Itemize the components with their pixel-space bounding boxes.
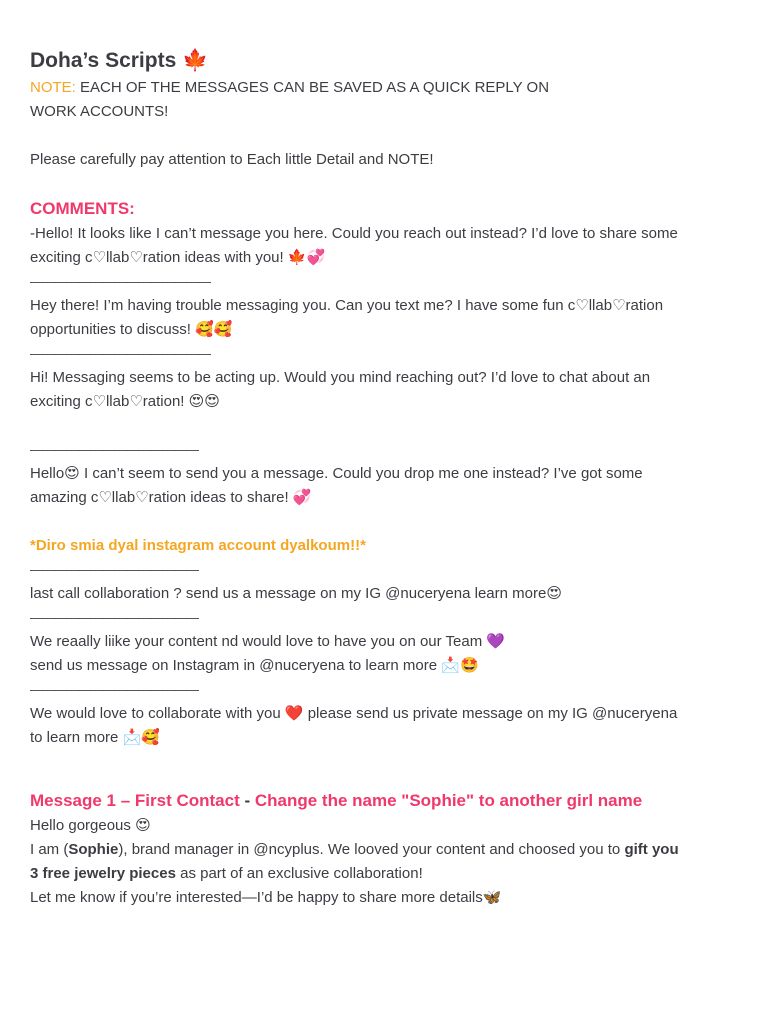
instruction-text: Please carefully pay attention to Each little Detail and NOTE! xyxy=(30,151,434,168)
comment-6-line-1: We reaally liike your content nd would love to have you on our Team 💜 xyxy=(30,633,506,650)
note-line-2: WORK ACCOUNTS! xyxy=(30,103,169,120)
orange-note: *Diro smia dyal instagram account dyalkoum!!* xyxy=(30,537,366,554)
comment-3-line-1: Hi! Messaging seems to be acting up. Would you mind reaching out? I’d love to chat about an xyxy=(30,369,651,386)
divider: —————————————— xyxy=(30,442,198,457)
text-segment: I am ( xyxy=(30,841,69,858)
divider: —————————————— xyxy=(30,682,198,697)
comment-4-line-2: amazing c♡llab♡ration ideas to share! 💞 xyxy=(30,489,312,506)
bold-segment: 3 free jewelry pieces xyxy=(30,865,176,882)
comment-3-line-2: exciting c♡llab♡ration! 😍😍 xyxy=(30,393,220,410)
comment-5: last call collaboration ? send us a message on my IG @nuceryena learn more😍 xyxy=(30,585,562,602)
document-title: Doha’s Scripts 🍁 xyxy=(30,49,209,72)
comments-heading: COMMENTS: xyxy=(30,199,135,218)
text-segment: ), brand manager in @ncyplus. We looved your content and choosed you to xyxy=(118,841,625,858)
placeholder-name: Sophie xyxy=(68,841,119,858)
comment-7-line-2: to learn more 📩🥰 xyxy=(30,729,160,746)
message-1-line-3 xyxy=(30,862,742,886)
comment-1-line-1: -Hello! It looks like I can’t message you here. Could you reach out instead? I’d love to share some xyxy=(30,225,678,242)
bold-segment: gift you xyxy=(624,841,679,858)
message-1-line-4: Let me know if you’re interested—I’d be happy to share more details🦋 xyxy=(30,889,502,906)
divider: ——————————————— xyxy=(30,274,210,289)
divider: —————————————— xyxy=(30,562,198,577)
note-text: EACH OF THE MESSAGES CAN BE SAVED AS A QUICK REPLY ON xyxy=(75,79,550,96)
comment-1-line-2: exciting c♡llab♡ration ideas with you! 🍁💞 xyxy=(30,249,326,266)
document-body xyxy=(30,46,742,910)
comment-6-line-2: send us message on Instagram in @nuceryena to learn more 📩🤩 xyxy=(30,657,479,674)
message-1-separator: - xyxy=(239,791,255,810)
message-1-heading xyxy=(30,788,742,814)
message-1-line-1: Hello gorgeous 😍 xyxy=(30,817,151,834)
comment-4-line-1: Hello😍 I can’t seem to send you a message. Could you drop me one instead? I’ve got some xyxy=(30,465,643,482)
divider: —————————————— xyxy=(30,610,198,625)
comment-2-line-1: Hey there! I’m having trouble messaging you. Can you text me? I have some fun c♡llab♡ration xyxy=(30,297,664,314)
comment-2-line-2: opportunities to discuss! 🥰🥰 xyxy=(30,321,233,338)
comment-7-line-1: We would love to collaborate with you ❤️ please send us private message on my IG @nuceryena xyxy=(30,705,678,722)
message-1-instruction: Change the name "Sophie" to another girl name xyxy=(254,791,643,810)
divider: ——————————————— xyxy=(30,346,210,361)
note-line xyxy=(30,76,742,100)
note-label: NOTE: xyxy=(30,79,76,96)
text-segment: as part of an exclusive collaboration! xyxy=(175,865,423,882)
message-1-line-2 xyxy=(30,838,742,862)
message-1-title: Message 1 – First Contact xyxy=(30,791,240,810)
